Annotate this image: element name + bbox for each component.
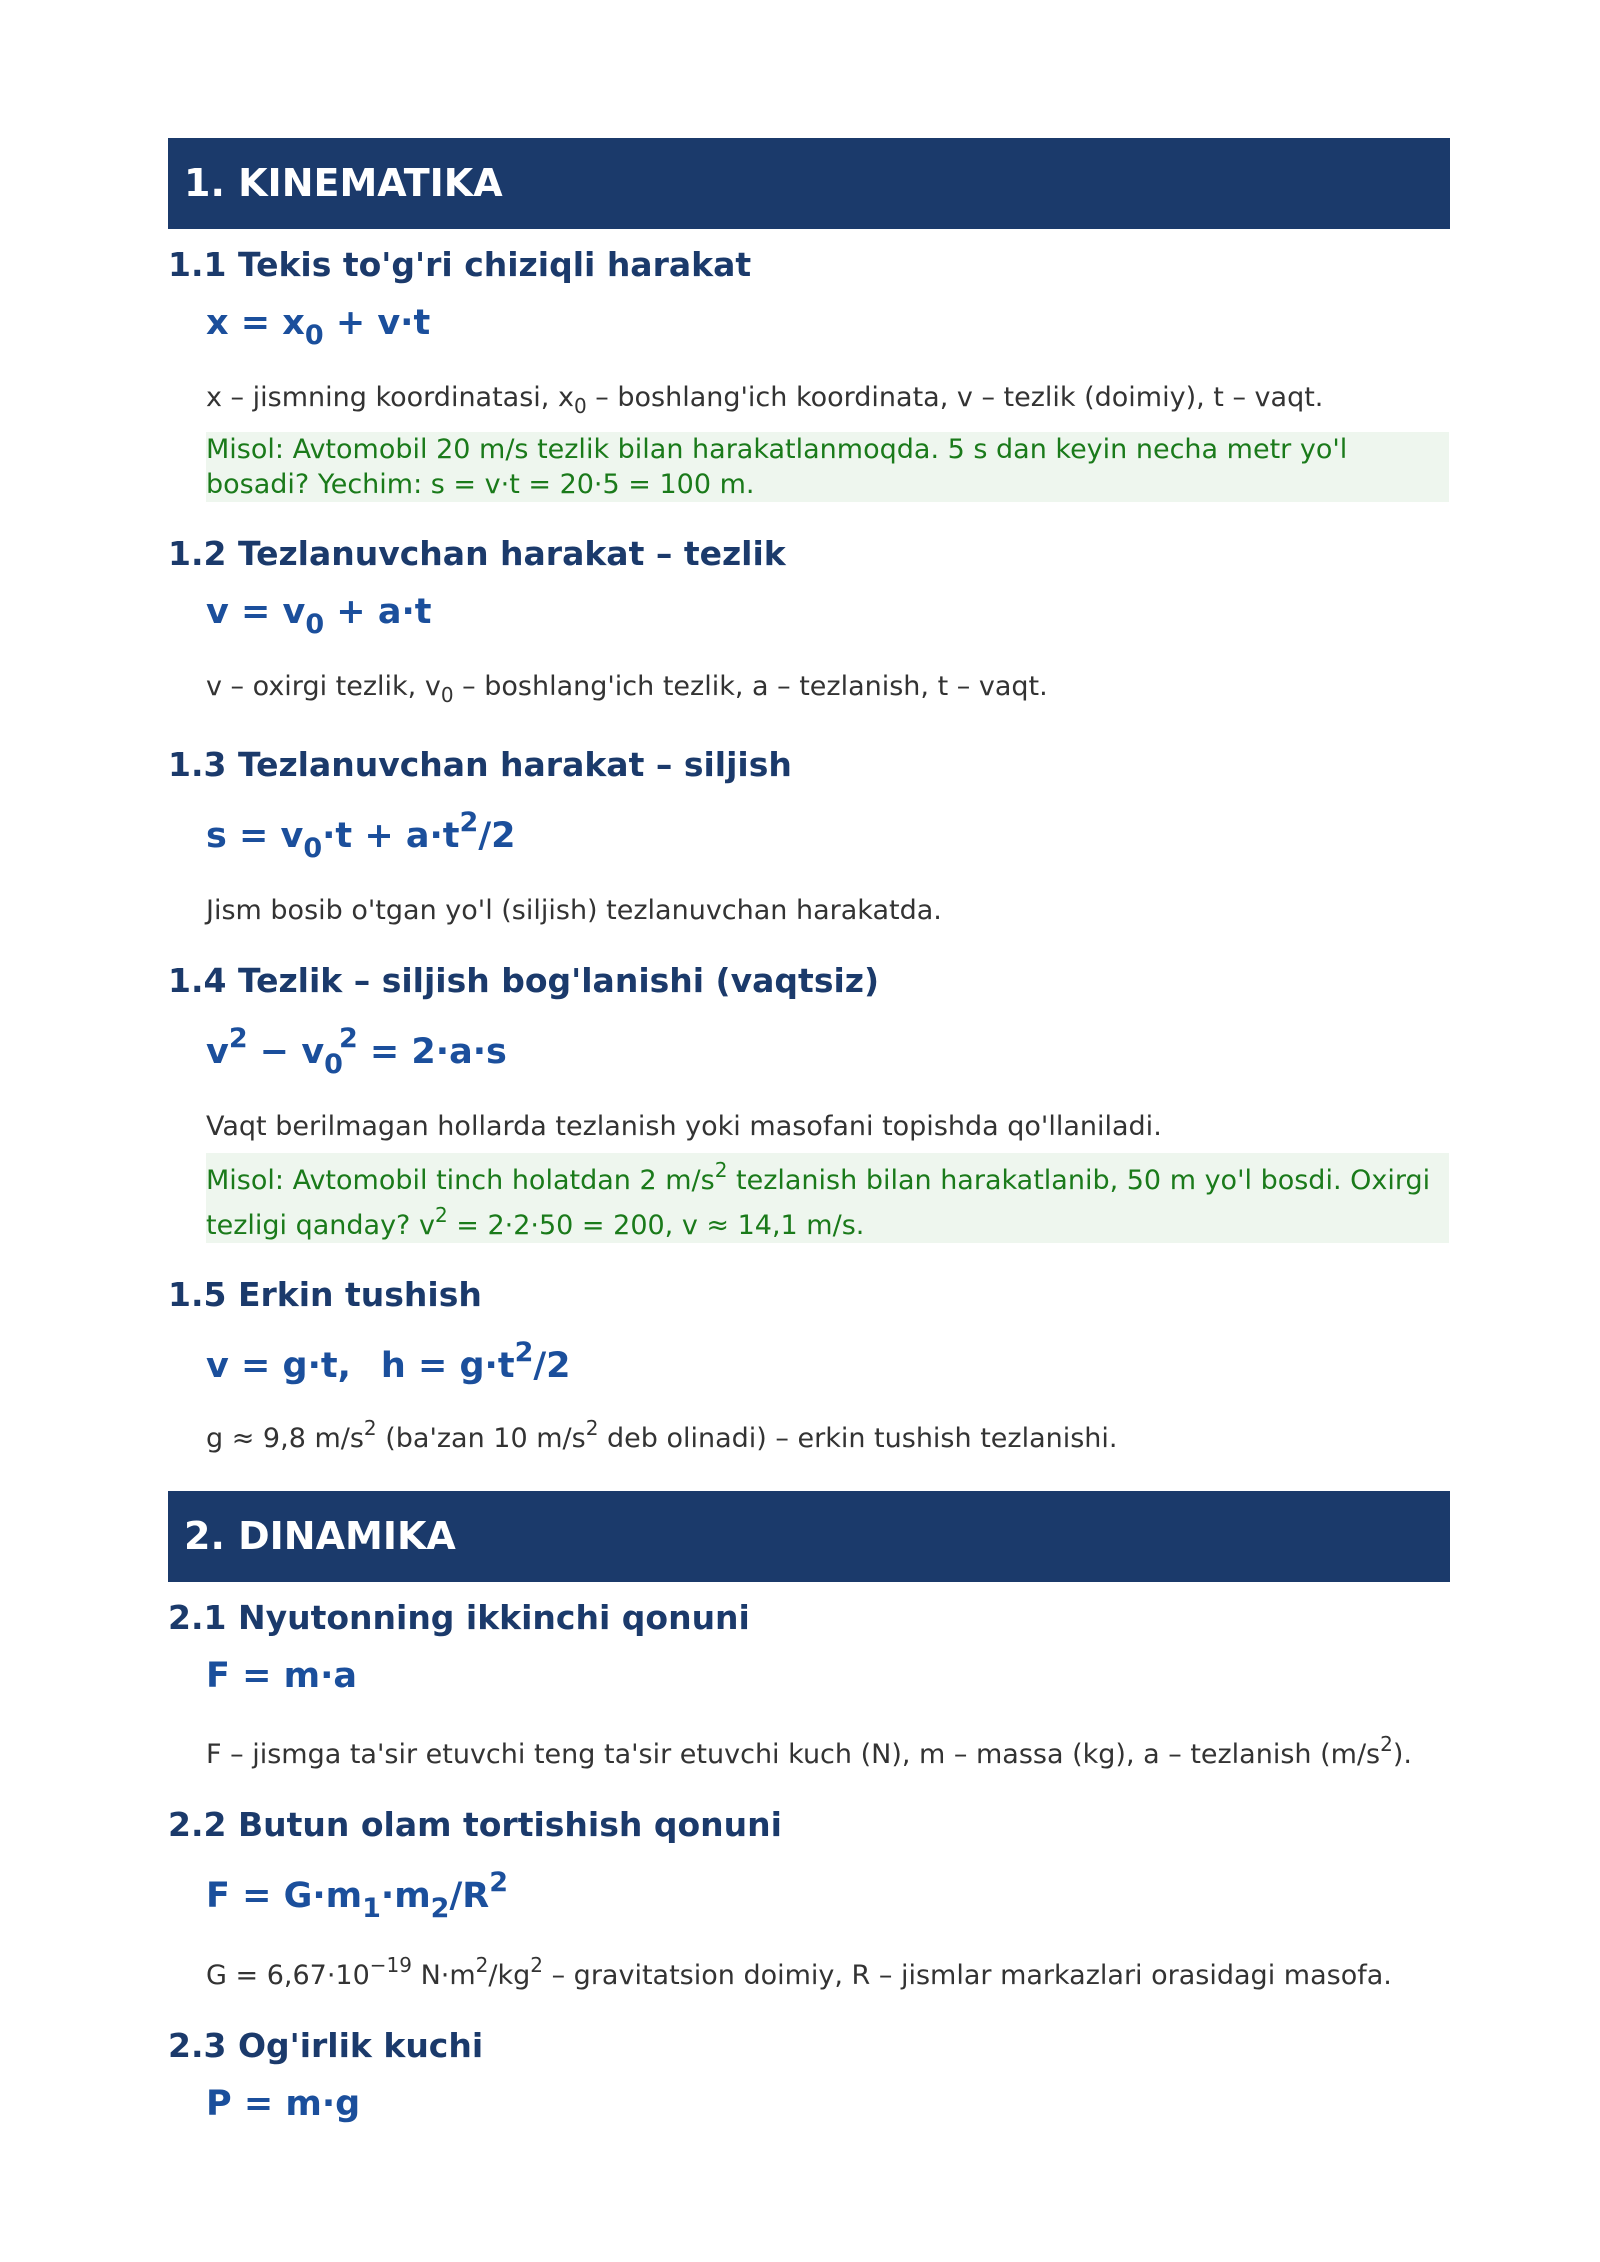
section-title: 1.4 Tezlik – siljish bog'lanishi (vaqtsiz) (168, 961, 880, 1000)
example-box: Misol: Avtomobil tinch holatdan 2 $m/s^2$ tezlanish bilan harakatlanib, 50 m yo'l bosdi. Oxirgi tezligi qanday? $v^2 = 2\cdot 2\cdot 50 = 200$, v ≈ 14,1 m/s. (206, 1153, 1449, 1243)
section-title: 2.1 Nyutonning ikkinchi qonuni (168, 1598, 750, 1637)
formula-description: x – jismning koordinatasi, $x_0$ – boshlang'ich koordinata, v – tezlik (doimiy), t – vaqt. (206, 382, 1324, 418)
formula-description: Jism bosib o'tgan yo'l (siljish) tezlanuvchan harakatda. (206, 895, 942, 926)
chapter-heading-kinematika: 1. KINEMATIKA (168, 138, 1450, 229)
section-1-1 (168, 243, 1450, 502)
formula: $v = v_0 + a\cdot t$ (206, 592, 432, 640)
formula-description: Vaqt berilmagan hollarda tezlanish yoki masofani topishda qo'llaniladi. (206, 1111, 1162, 1142)
section-title: 1.1 Tekis to'g'ri chiziqli harakat (168, 245, 752, 284)
section-2-3 (168, 2024, 1450, 2128)
formula: $v^2 - v_0^2 = 2\cdot a\cdot s$ (206, 1023, 507, 1080)
section-2-1 (168, 1596, 1450, 1773)
document-page (168, 138, 1450, 2128)
formula: $x = x_0 + v\cdot t$ (206, 303, 431, 351)
section-title: 2.3 Og'irlik kuchi (168, 2026, 484, 2065)
section-title: 1.2 Tezlanuvchan harakat – tezlik (168, 534, 786, 573)
formula-description: F – jismga ta'sir etuvchi teng ta'sir etuvchi kuch (N), m – massa (kg), a – tezlanish $(m/s^2)$. (206, 1732, 1412, 1770)
formula: P = m·g (206, 2084, 361, 2124)
formula-description: $G = 6,67\cdot 10^{-19}$ $N\cdot m^2/kg^2$ – gravitatsion doimiy, R – jismlar markazlari orasidagi masofa. (206, 1953, 1392, 1991)
formula: v = g·t, $h = g\cdot t^2/2$ (206, 1337, 571, 1386)
example-box: Misol: Avtomobil 20 m/s tezlik bilan harakatlanmoqda. 5 s dan keyin necha metr yo'l bosadi? Yechim: s = v·t = 20·5 = 100 m. (206, 432, 1449, 502)
section-1-4 (168, 959, 1450, 1243)
formula: $F = G\cdot m_1\cdot m_2/R^2$ (206, 1867, 508, 1924)
formula: $s = v_0\cdot t + a\cdot t^2/2$ (206, 807, 516, 864)
formula-description: g ≈ 9,8 $m/s^2$ (ba'zan 10 $m/s^2$ deb olinadi) – erkin tushish tezlanishi. (206, 1416, 1118, 1454)
section-2-2 (168, 1803, 1450, 1994)
section-title: 1.5 Erkin tushish (168, 1275, 482, 1314)
section-title: 2.2 Butun olam tortishish qonuni (168, 1805, 782, 1844)
chapter-heading-dinamika: 2. DINAMIKA (168, 1491, 1450, 1582)
formula: F = m·a (206, 1656, 357, 1696)
section-1-2 (168, 532, 1450, 713)
section-1-3 (168, 743, 1450, 929)
section-1-5 (168, 1273, 1450, 1457)
formula-description: v – oxirgi tezlik, $v_0$ – boshlang'ich tezlik, a – tezlanish, t – vaqt. (206, 671, 1048, 707)
section-title: 1.3 Tezlanuvchan harakat – siljish (168, 745, 792, 784)
